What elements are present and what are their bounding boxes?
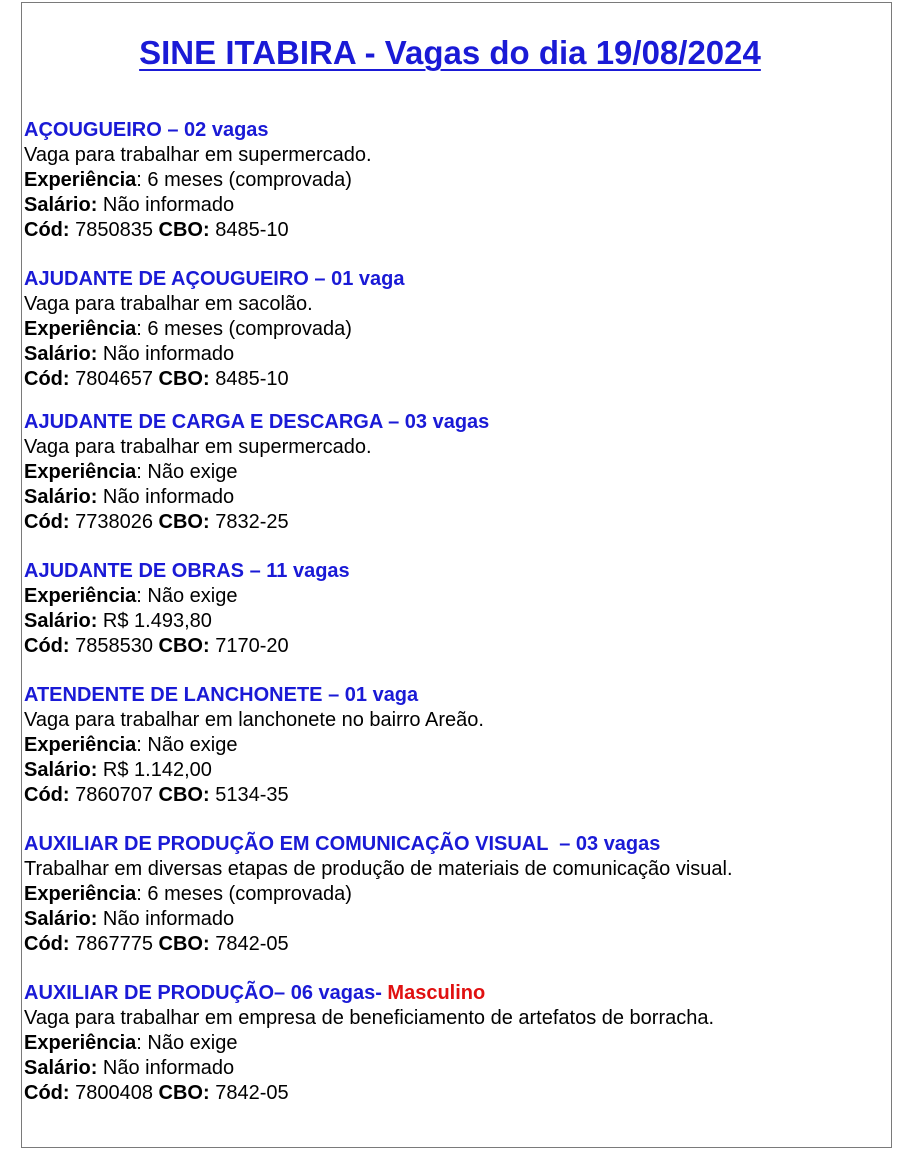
job-salary: Salário: Não informado bbox=[24, 908, 235, 930]
job-title: AUXILIAR DE PRODUÇÃO EM COMUNICAÇÃO VISUAL – 03 vagas bbox=[24, 833, 661, 855]
job-description: Vaga para trabalhar em supermercado. bbox=[24, 436, 372, 458]
job-experience: Experiência: Não exige bbox=[24, 734, 238, 756]
job-listing bbox=[24, 410, 884, 535]
job-experience: Experiência: Não exige bbox=[24, 1032, 238, 1054]
job-salary: Salário: Não informado bbox=[24, 343, 235, 365]
job-codes: Cód: 7860707 CBO: 5134-35 bbox=[24, 784, 289, 806]
job-listing bbox=[24, 267, 884, 392]
job-title: AUXILIAR DE PRODUÇÃO– 06 vagas- Masculino bbox=[24, 982, 486, 1004]
job-codes: Cód: 7867775 CBO: 7842-05 bbox=[24, 933, 289, 955]
job-title: AJUDANTE DE OBRAS – 11 vagas bbox=[24, 560, 350, 582]
page-title: SINE ITABIRA - Vagas do dia 19/08/2024 bbox=[139, 34, 761, 71]
job-description: Vaga para trabalhar em lanchonete no bairro Areão. bbox=[24, 709, 484, 731]
job-listing bbox=[24, 832, 884, 957]
job-listing bbox=[24, 981, 884, 1106]
job-description: Vaga para trabalhar em sacolão. bbox=[24, 293, 313, 315]
job-experience: Experiência: 6 meses (comprovada) bbox=[24, 318, 352, 340]
job-codes: Cód: 7850835 CBO: 8485-10 bbox=[24, 219, 289, 241]
job-salary: Salário: R$ 1.493,80 bbox=[24, 610, 212, 632]
job-description: Trabalhar em diversas etapas de produção de materiais de comunicação visual. bbox=[24, 858, 733, 880]
job-salary: Salário: Não informado bbox=[24, 1057, 235, 1079]
job-experience: Experiência: Não exige bbox=[24, 585, 238, 607]
job-title: AÇOUGUEIRO – 02 vagas bbox=[24, 119, 269, 141]
job-codes: Cód: 7800408 CBO: 7842-05 bbox=[24, 1082, 289, 1104]
job-listing bbox=[24, 118, 884, 243]
job-title: AJUDANTE DE AÇOUGUEIRO – 01 vaga bbox=[24, 268, 405, 290]
job-list bbox=[24, 118, 884, 1106]
job-experience: Experiência: Não exige bbox=[24, 461, 238, 483]
job-description: Vaga para trabalhar em supermercado. bbox=[24, 144, 372, 166]
job-title: AJUDANTE DE CARGA E DESCARGA – 03 vagas bbox=[24, 411, 490, 433]
job-description: Vaga para trabalhar em empresa de beneficiamento de artefatos de borracha. bbox=[24, 1007, 715, 1029]
job-salary: Salário: Não informado bbox=[24, 194, 235, 216]
job-codes: Cód: 7738026 CBO: 7832-25 bbox=[24, 511, 289, 533]
job-experience: Experiência: 6 meses (comprovada) bbox=[24, 169, 352, 191]
job-listing bbox=[24, 559, 884, 659]
job-codes: Cód: 7804657 CBO: 8485-10 bbox=[24, 368, 289, 390]
job-title: ATENDENTE DE LANCHONETE – 01 vaga bbox=[24, 684, 419, 706]
job-experience: Experiência: 6 meses (comprovada) bbox=[24, 883, 352, 905]
job-salary: Salário: R$ 1.142,00 bbox=[24, 759, 212, 781]
job-codes: Cód: 7858530 CBO: 7170-20 bbox=[24, 635, 289, 657]
job-listing bbox=[24, 683, 884, 808]
job-salary: Salário: Não informado bbox=[24, 486, 235, 508]
job-tag-gender: Masculino bbox=[387, 982, 486, 1004]
